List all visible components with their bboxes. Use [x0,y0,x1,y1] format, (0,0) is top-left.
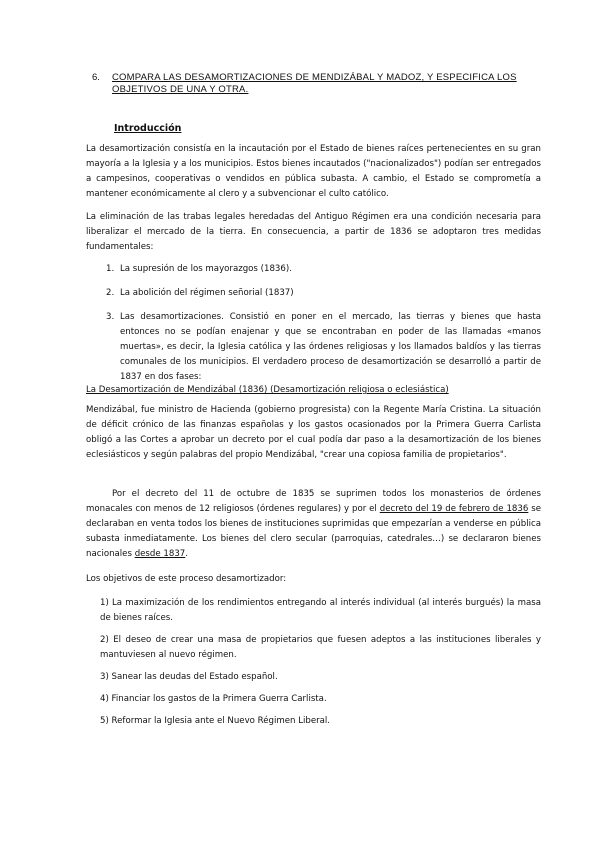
measure-number: 1. [106,264,115,274]
intro-heading: Introducción [114,123,182,134]
decree-text-a: Por el decreto del 11 de octubre de 1835 se suprimen todos los monasterios de órdenes monacales con menos de 12 religiosos (órdenes regulares) y por el [86,489,541,514]
measure-item [106,310,541,385]
decree-text-b: se declaraban en venta todos los bienes de instituciones suprimidas que empezarían a venderse en pública subasta inmediatamente. Los bienes del clero secular (parroquias, catedrales…) se declararon bienes nacionales [86,504,541,559]
intro-paragraph-2: La eliminación de las trabas legales heredadas del Antiguo Régimen era una condición necesaria para liberalizar el mercado de la tierra. En consecuencia, a partir de 1836 se adoptaron tres medidas fundamentales: [86,212,541,252]
measure-item [106,262,541,277]
measure-number: 3. [106,312,115,322]
objective-item: 5) Reformar la Iglesia ante el Nuevo Régimen Liberal. [100,716,331,726]
measure-text: Las desamortizaciones. Consistió en poner en el mercado, las tierras y bienes que hasta entonces no se podían enajenar y que se encontraban en poder de las llamadas «manos muertas», es decir, la Iglesia católica y las órdenes religiosas y los llamados baldíos y las tierras comunales de los municipios. El verdadero proceso de desamortización se desarrolló a partir de 1837 en dos fases: [120,312,541,382]
intro-paragraph-1: La desamortización consistía en la incautación por el Estado de bienes raíces pertenecientes en su gran mayoría a la Iglesia y a los municipios. Estos bienes incautados ("nacionalizados") podían ser entregados a campesinos, cooperativas o vendidos en pública subasta. A cambio, el Estado se comprometía a mantener económicamente al clero y a subvencionar el culto católico. [86,144,541,199]
objectives-intro: Los objetivos de este proceso desamortizador: [86,574,287,584]
objective-item: 1) La maximización de los rendimientos entregando al interés individual (al interés burgués) la masa de bienes raíces. [100,598,541,623]
objective-item: 4) Financiar los gastos de la Primera Guerra Carlista. [100,694,327,704]
question-heading [92,72,532,96]
decree-link-1837[interactable]: desde 1837 [134,549,186,559]
mendizabal-paragraph-1: Mendizábal, fue ministro de Hacienda (gobierno progresista) con la Regente María Cristina. La situación de déficit crónico de las finanzas españolas y los gastos ocasionados por la Primera Guerra Carlista obligó a las Cortes a aprobar un decreto por el cual podía dar paso a la desamortización de los bienes eclesiásticos y según palabras del propio Mendizábal, "crear una copiosa familia de propietarios". [86,405,541,460]
question-number: 6. [92,72,100,83]
measure-item [106,286,541,301]
measure-text: La supresión de los mayorazgos (1836). [120,264,292,274]
measure-number: 2. [106,288,115,298]
measure-text: La abolición del régimen señorial (1837) [120,288,294,298]
decree-link-1836[interactable]: decreto del 19 de febrero de 1836 [379,504,529,514]
objective-item: 2) El deseo de crear una masa de propietarios que fuesen adeptos a las instituciones liberales y mantuviesen al nuevo régimen. [100,635,541,660]
objective-item: 3) Sanear las deudas del Estado español. [100,672,278,682]
mendizabal-paragraph-2 [86,487,541,562]
mendizabal-heading: La Desamortización de Mendizábal (1836) (Desamortización religiosa o eclesiástica) [86,385,449,395]
decree-text-c: . [185,549,188,559]
question-title: COMPARA LAS DESAMORTIZACIONES DE MENDIZÁBAL Y MADOZ, Y ESPECIFICA LOS OBJETIVOS DE UNA Y OTRA. [112,72,517,95]
